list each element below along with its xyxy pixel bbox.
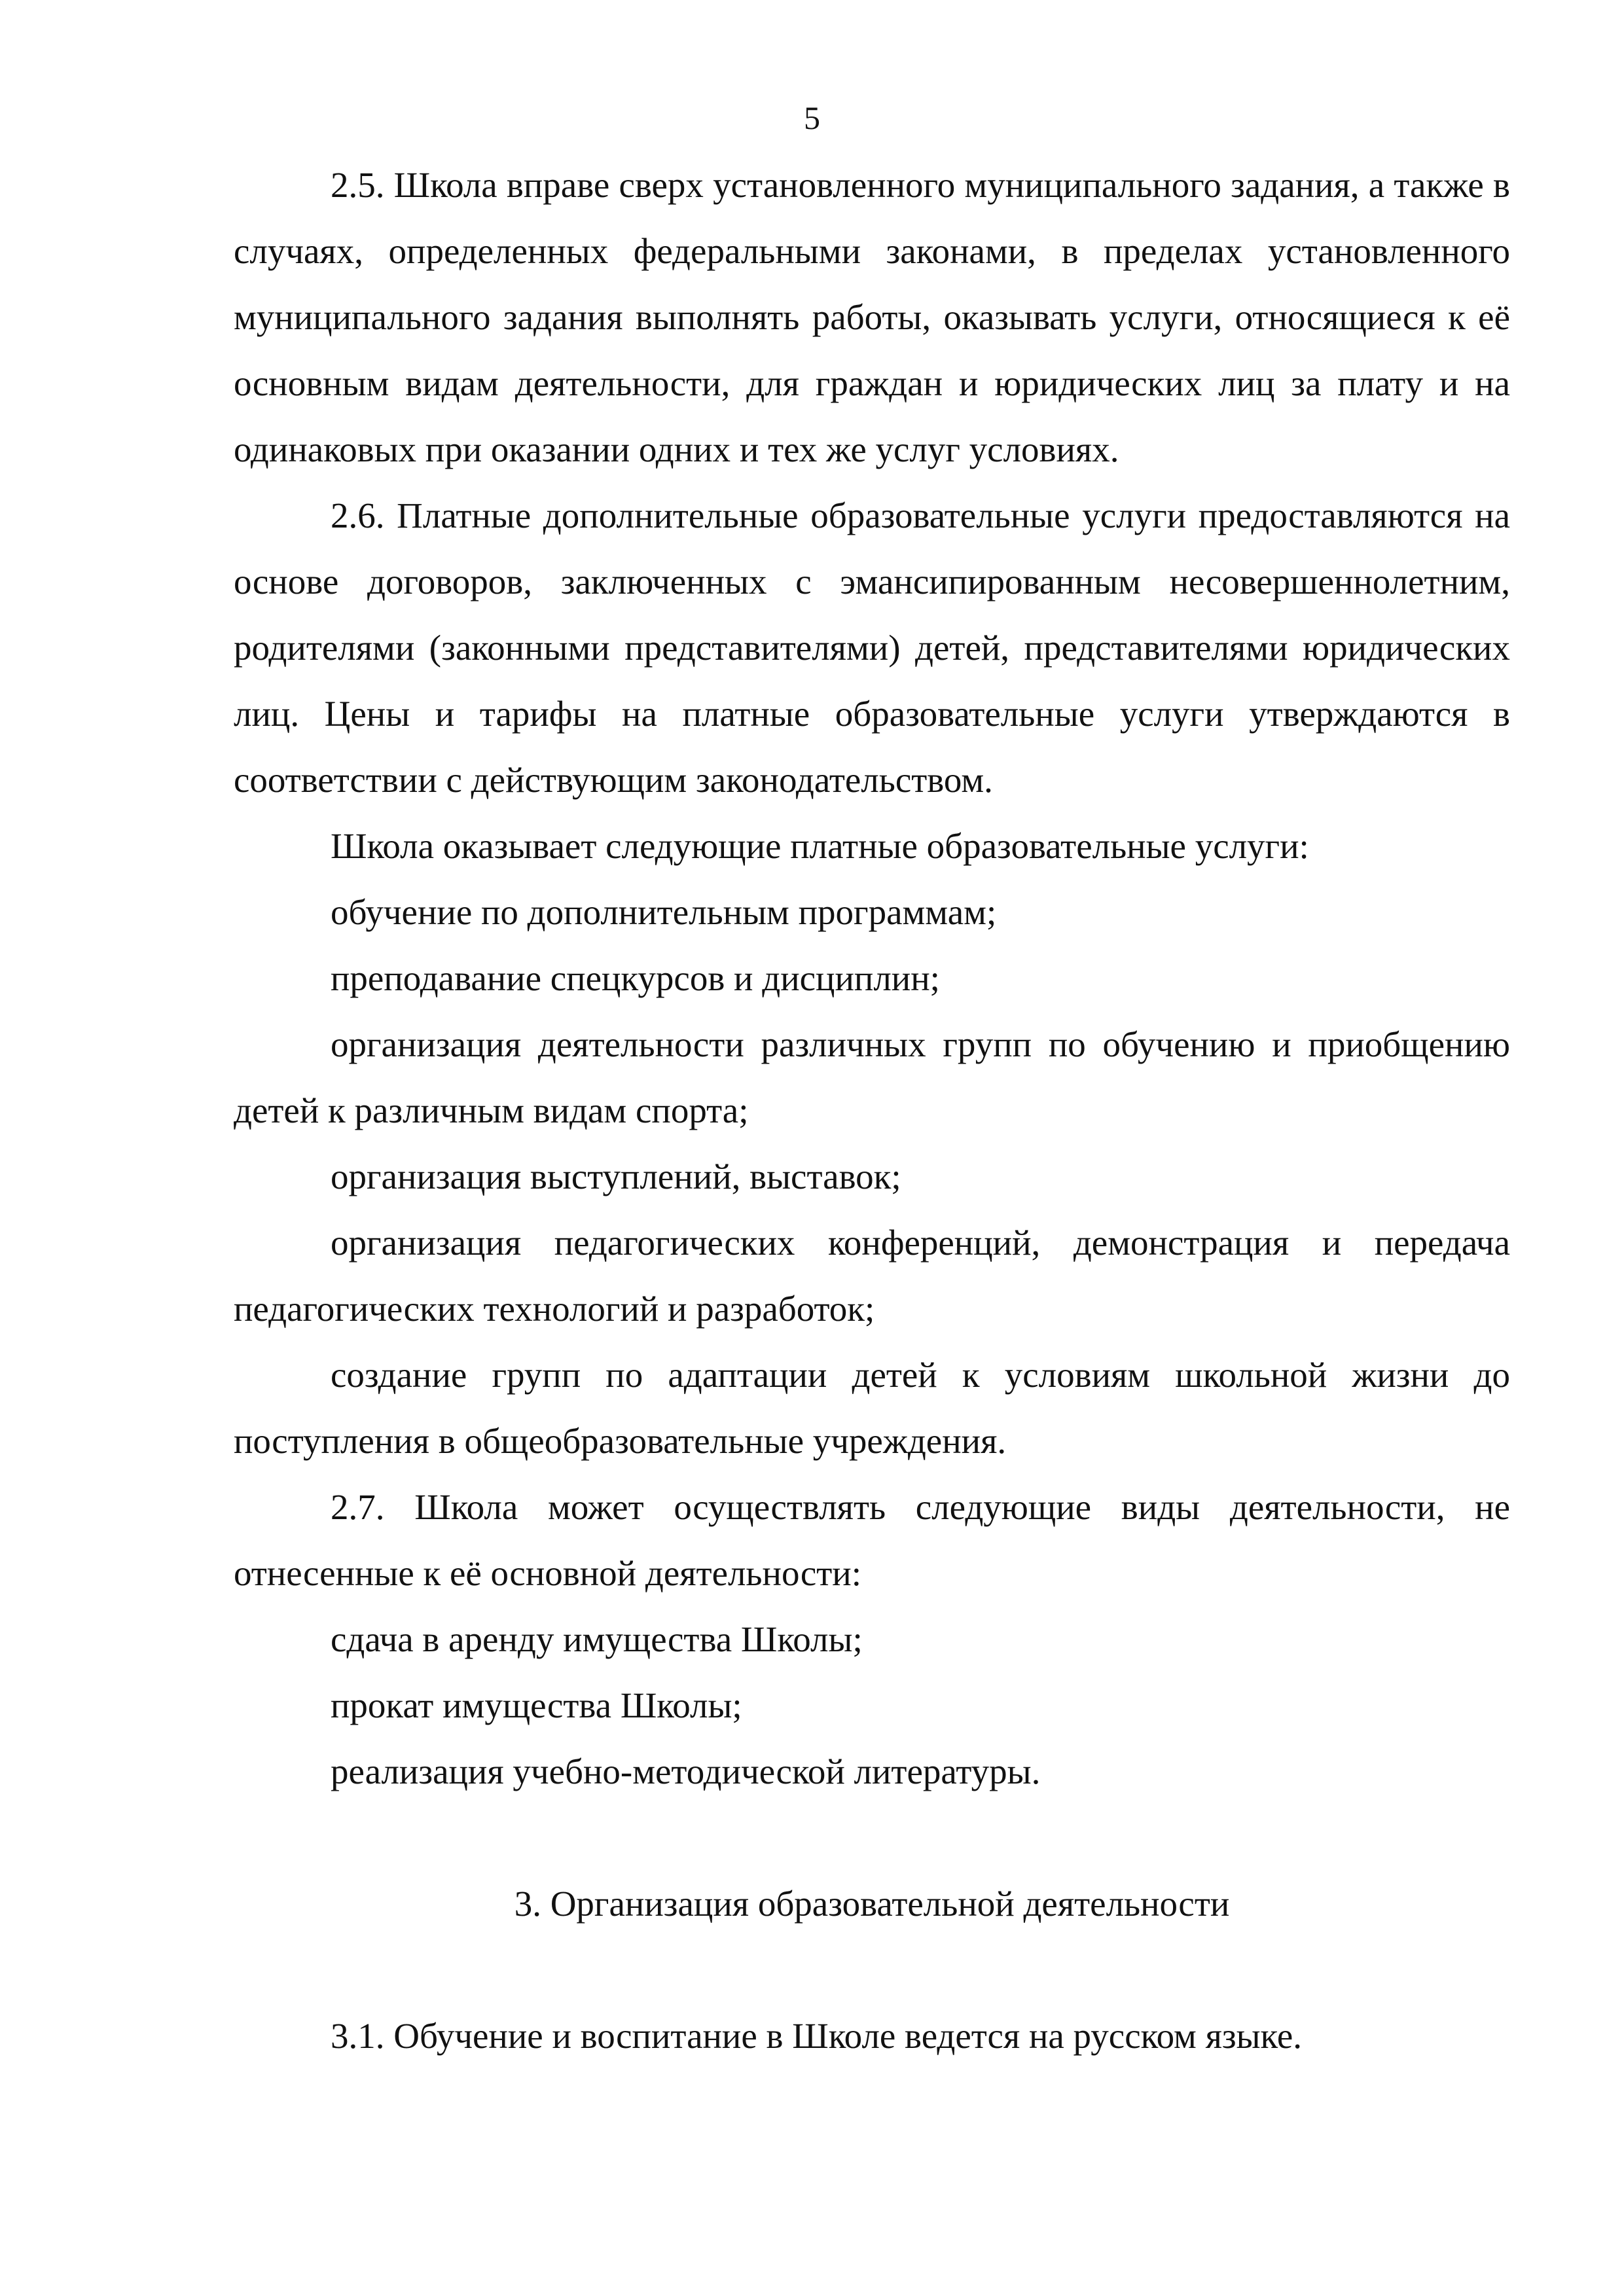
section-3-heading: 3. Организация образовательной деятельности [514,1884,1230,1924]
paid-service-item: организация деятельности различных групп по обучению и приобщению детей к различным видам спорта; [234,1024,1510,1130]
other-activity-item: сдача в аренду имущества Школы; [331,1619,863,1659]
page-number: 5 [804,99,820,136]
paragraph-2-5: 2.5. Школа вправе сверх установленного муниципального задания, а также в случаях, определенных федеральными законами, в пределах установленного муниципального задания выполнять работы, оказывать услуги, относящиеся к её основным видам деятельности, для граждан и юридических лиц за плату и на одинаковых при оказании одних и тех же услуг условиях. [234,165,1510,469]
paid-service-item: преподавание спецкурсов и дисциплин; [331,958,940,998]
paragraph-2-7: 2.7. Школа может осуществлять следующие виды деятельности, не отнесенные к её основной деятельности: [234,1487,1510,1593]
paid-service-item: организация педагогических конференций, демонстрация и передача педагогических технологий и разработок; [234,1223,1510,1329]
paid-service-item: обучение по дополнительным программам; [331,892,997,932]
paid-services-intro: Школа оказывает следующие платные образовательные услуги: [331,826,1309,866]
paid-service-item: организация выступлений, выставок; [331,1157,901,1196]
other-activity-item: реализация учебно-методической литературы. [331,1751,1041,1791]
paid-service-item: создание групп по адаптации детей к условиям школьной жизни до поступления в общеобразовательные учреждения. [234,1355,1510,1461]
document-body [234,152,1510,2069]
paragraph-2-6: 2.6. Платные дополнительные образовательные услуги предоставляются на основе договоров, заключенных с эмансипированным несовершеннолетним, родителями (законными представителями) детей, представителями юридических лиц. Цены и тарифы на платные образовательные услуги утверждаются в соответствии с действующим законодательством. [234,495,1510,800]
paragraph-3-1: 3.1. Обучение и воспитание в Школе ведется на русском языке. [331,2016,1303,2056]
other-activity-item: прокат имущества Школы; [331,1685,742,1725]
